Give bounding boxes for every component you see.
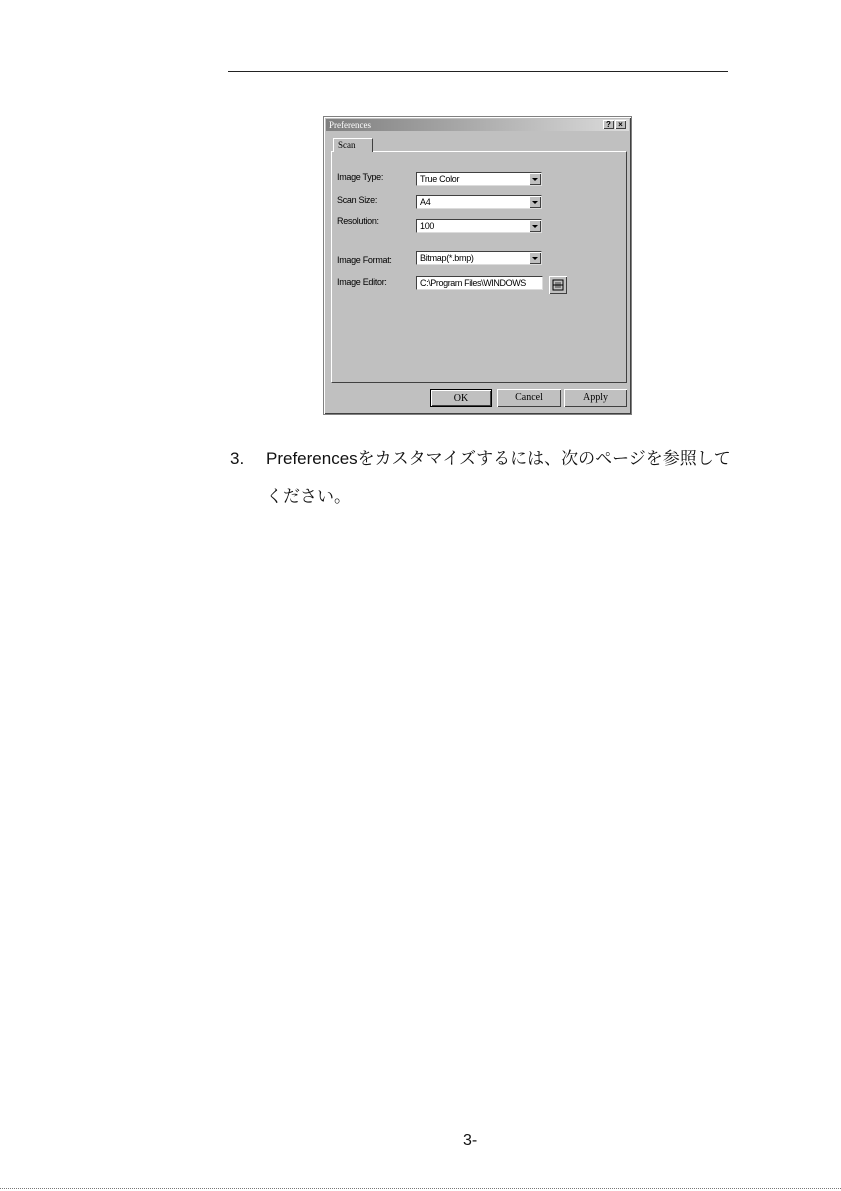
tab-scan[interactable]: Scan — [333, 138, 373, 152]
header-rule — [228, 71, 728, 72]
resolution-select[interactable] — [416, 219, 542, 233]
browse-icon — [552, 279, 564, 291]
image-editor-field[interactable] — [416, 276, 543, 290]
ok-button[interactable]: OK — [430, 389, 492, 407]
step-number: 3. — [230, 449, 245, 468]
image-format-value: Bitmap(*.bmp) — [420, 253, 474, 263]
footer-rule — [0, 1188, 841, 1189]
scan-size-select[interactable] — [416, 195, 542, 209]
cancel-button[interactable]: Cancel — [497, 389, 561, 407]
image-type-value: True Color — [420, 174, 460, 184]
dialog-title: Preferences — [329, 120, 371, 130]
scan-size-value: A4 — [420, 197, 431, 207]
step-text: Preferencesをカスタマイズするには、次のページを参照してください。 — [266, 449, 731, 506]
preferences-dialog-screenshot — [323, 116, 632, 415]
image-editor-value: C:\Program Files\WINDOWS — [420, 278, 526, 288]
chevron-down-icon[interactable] — [529, 220, 541, 232]
image-type-select[interactable] — [416, 172, 542, 186]
chevron-down-icon[interactable] — [529, 173, 541, 185]
chevron-down-icon[interactable] — [529, 196, 541, 208]
close-button[interactable]: × — [615, 120, 626, 129]
image-format-select[interactable] — [416, 251, 542, 265]
resolution-label: Resolution: — [337, 216, 379, 226]
apply-button[interactable]: Apply — [564, 389, 627, 407]
scan-size-label: Scan Size: — [337, 195, 378, 205]
page-number: 3- — [463, 1132, 478, 1149]
dialog-titlebar — [326, 119, 629, 131]
help-button[interactable]: ? — [603, 120, 614, 129]
chevron-down-icon[interactable] — [529, 252, 541, 264]
image-type-label: Image Type: — [337, 172, 384, 182]
resolution-value: 100 — [420, 221, 435, 231]
image-editor-label: Image Editor: — [337, 277, 387, 287]
browse-button[interactable] — [549, 276, 567, 294]
image-format-label: Image Format: — [337, 255, 392, 265]
